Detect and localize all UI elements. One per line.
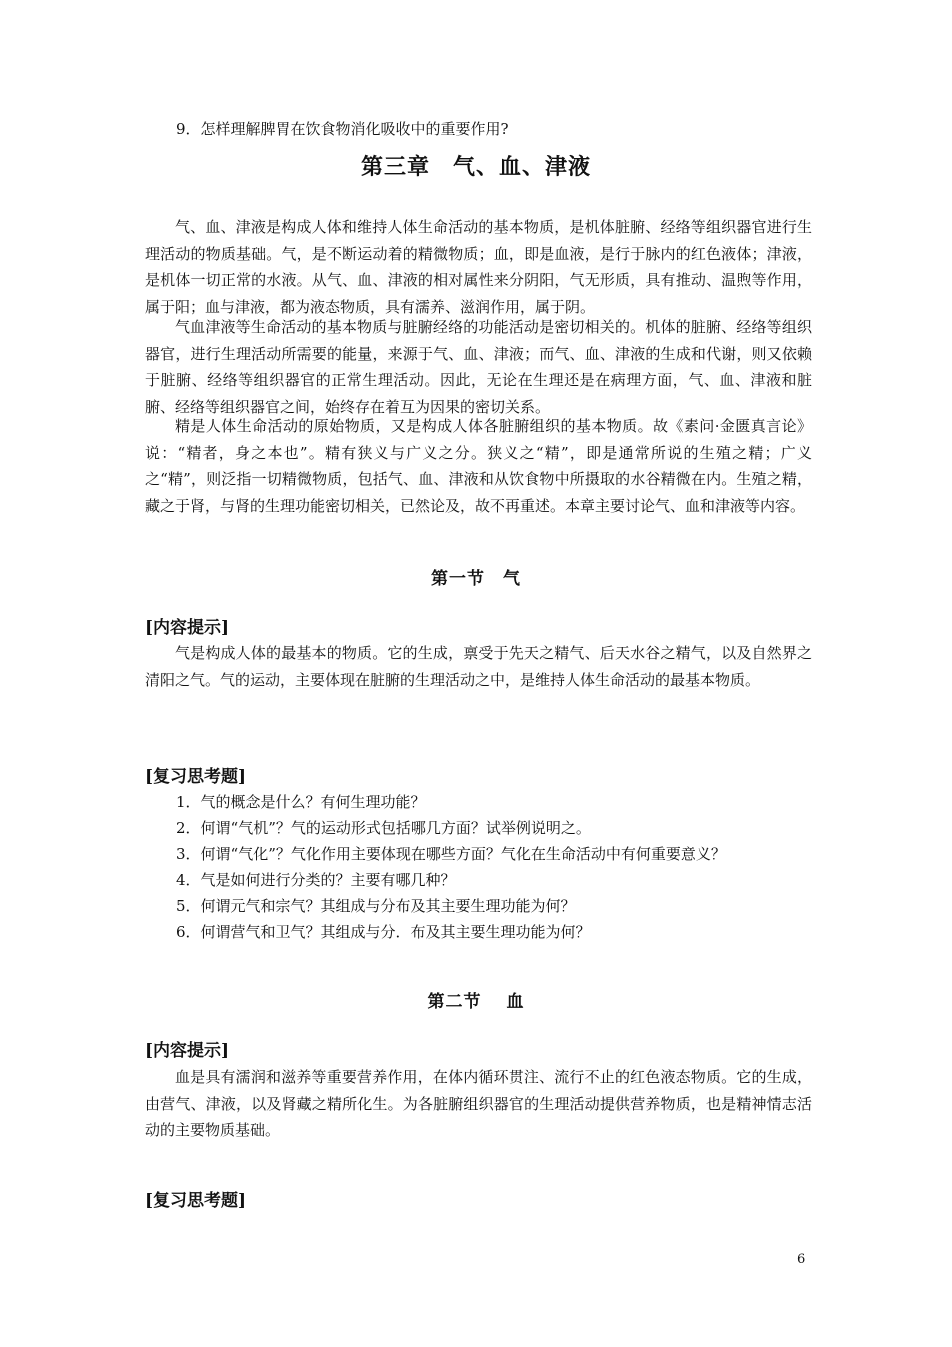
content-hint-label-qi: [内容提示] — [145, 618, 230, 638]
intro-paragraph-2: 气血津液等生命活动的基本物质与脏腑经络的功能活动是密切相关的。机体的脏腑、经络等组织器官，进行生理活动所需要的能量，来源于气、血、津液；而气、血、津液的生成和代谢，则又依赖于脏腑、经络等组织器官的正常生理活动。因此，无论在生理还是在病理方面，气、血、津液和脏腑、经络等组织器官之间，始终存在着互为因果的密切关系。 — [145, 318, 812, 416]
review-questions-label-blood: [复习思考题] — [145, 1191, 247, 1211]
review-questions-list-qi — [176, 789, 816, 945]
review-question-2: 2．何谓“气机”？气的运动形式包括哪几方面？试举例说明之。 — [176, 819, 591, 837]
content-hint-text-blood: 血是具有濡润和滋养等重要营养作用，在体内循环贯注、流行不止的红色液态物质。它的生成，由营气、津液，以及肾藏之精所化生。为各脏腑组织器官的生理活动提供营养物质，也是精神情志活动的主要物质基础。 — [145, 1068, 812, 1139]
review-question-3: 3．何谓“气化”？气化作用主要体现在哪些方面？气化在生命活动中有何重要意义？ — [176, 845, 726, 863]
intro-paragraph-3: 精是人体生命活动的原始物质，又是构成人体各脏腑组织的基本物质。故《素问·金匮真言论》说：“精者，身之本也”。精有狭义与广义之分。狭义之“精”，即是通常所说的生殖之精；广义之“精”，则泛指一切精微物质，包括气、血、津液和从饮食物中所摄取的水谷精微在内。生殖之精，藏之于肾，与肾的生理功能密切相关，已然论及，故不再重述。本章主要讨论气、血和津液等内容。 — [145, 417, 812, 515]
chapter-title: 第三章 气、血、津液 — [360, 154, 591, 180]
section-title-qi: 第一节 气 — [431, 569, 521, 589]
content-hint-label-blood: [内容提示] — [145, 1041, 230, 1061]
review-question-4: 4．气是如何进行分类的？主要有哪几种？ — [176, 871, 456, 889]
review-question-5: 5．何谓元气和宗气？其组成与分布及其主要生理功能为何？ — [176, 897, 576, 915]
review-questions-label-qi: [复习思考题] — [145, 767, 247, 787]
review-question-1: 1．气的概念是什么？有何生理功能？ — [176, 793, 426, 811]
intro-paragraph-1: 气、血、津液是构成人体和维持人体生命活动的基本物质，是机体脏腑、经络等组织器官进行生理活动的物质基础。气，是不断运动着的精微物质；血，即是血液，是行于脉内的红色液体；津液，是机体一切正常的水液。从气、血、津液的相对属性来分阴阳，气无形质，具有推动、温煦等作用，属于阳；血与津液，都为液态物质，具有濡养、滋润作用，属于阴。 — [145, 218, 812, 316]
content-hint-text-qi: 气是构成人体的最基本的物质。它的生成，禀受于先天之精气、后天水谷之精气，以及自然界之清阳之气。气的运动，主要体现在脏腑的生理活动之中，是维持人体生命活动的最基本物质。 — [145, 644, 812, 689]
page-number: 6 — [797, 1252, 806, 1267]
review-question-6: 6．何谓营气和卫气？其组成与分．布及其主要生理功能为何？ — [176, 923, 591, 941]
section-title-blood: 第二节 血 — [427, 992, 525, 1012]
previous-chapter-question: 9．怎样理解脾胃在饮食物消化吸收中的重要作用? — [176, 120, 509, 138]
